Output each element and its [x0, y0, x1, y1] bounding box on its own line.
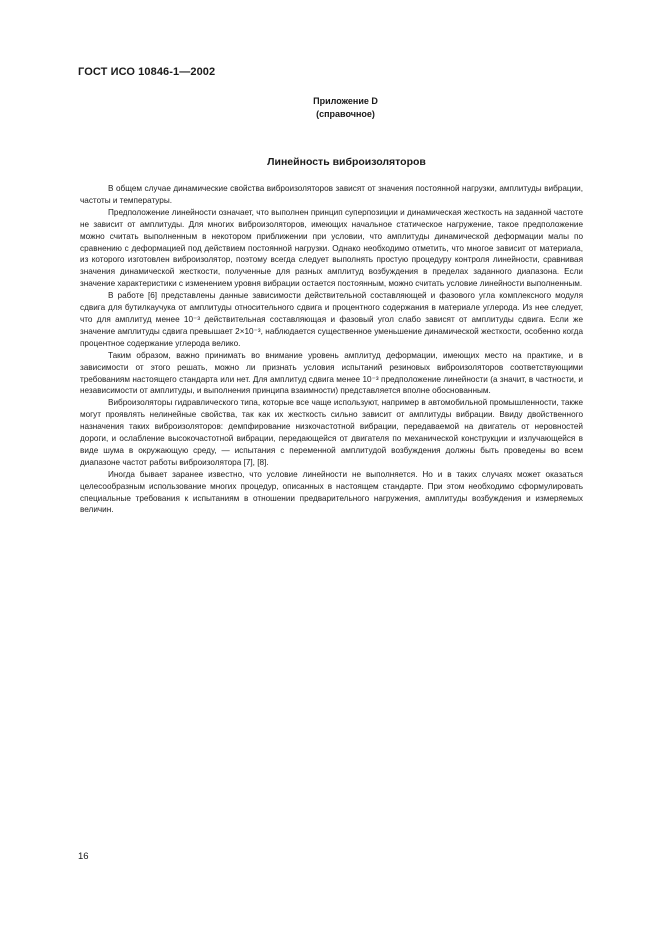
section-title: Линейность виброизоляторов — [267, 156, 426, 168]
paragraph: В общем случае динамические свойства виброизоляторов зависят от значения постоянной нагрузки, амплитуды вибрации, частоты и температуры. — [80, 184, 583, 205]
body-text — [80, 183, 583, 516]
paragraph: Таким образом, важно принимать во внимание уровень амплитуд деформации, имеющих место на практике, и в зависимости от этого решать, можно ли признать условия испытаний резиновых виброизоляторов соответствующими требованиям настоящего стандарта или нет. Для амплитуд сдвига менее 10⁻³ предположение линейности (а значит, в частности, и независимости от амплитуды, и выполнения принципа взаимности) представляется вполне обоснованным. — [80, 350, 583, 396]
appendix-label: Приложение D — [313, 96, 378, 106]
paragraph: Иногда бывает заранее известно, что условие линейности не выполняется. Но и в таких случаях может оказаться целесообразным использование многих процедур, описанных в настоящем стандарте. При этом необходимо сформулировать специальные требования к испытаниям в отношении предварительного нагружения, амплитуды возбуждения и измеряемых величин. — [80, 469, 583, 515]
paragraph: Предположение линейности означает, что выполнен принцип суперпозиции и динамическая жесткость на заданной частоте не зависит от амплитуды. Для многих виброизоляторов, имеющих начальное статическое нагружение, такое предположение можно считать выполненным в некотором приближении при условии, что амплитуды динамической деформации малы по сравнению с деформацией под действием постоянной нагрузки. Однако необходимо отметить, что многое зависит от материала, из которого изготовлен виброизолятор, поэтому всегда следует выполнять простую процедуру контроля линейности, сравнивая значения динамической жесткости, полученные для разных амплитуд возбуждения в пределах заданного диапазона. Если значение характеристики с изменением уровня вибрации остается постоянным, можно считать условие линейности выполненным. — [80, 207, 583, 289]
paragraph: В работе [6] представлены данные зависимости действительной составляющей и фазового угла комплексного модуля сдвига для бутилкаучука от амплитуды относительного сдвига и процентного содержания в материале углерода. Из нее следует, что для амплитуд менее 10⁻³ действительная составляющая и фазовый угол слабо зависят от амплитуды сдвига. Если же значение амплитуды сдвига превышает 2×10⁻³, наблюдается существенное уменьшение динамической жесткости, особенно когда процентное содержание углерода велико. — [80, 291, 583, 348]
appendix-heading — [0, 95, 661, 121]
standard-code: ГОСТ ИСО 10846-1—2002 — [78, 66, 216, 78]
paragraph: Виброизоляторы гидравлического типа, которые все чаще используют, например в автомобильной промышленности, также могут проявлять нелинейные свойства, так как их жесткость сильно зависит от амплитуды вибрации. Ввиду двойственного назначения таких виброизоляторов: демпфирование низкочастотной вибрации, передаваемой на двигатель от неровностей дороги, и ослабление высокочастотной вибрации, передающейся от двигателя по механической конструкции и излучающейся в виде шума в окружающую среду, — испытания с переменной амплитудой возбуждения должны быть проведены во всем диапазоне частот работы виброизолятора [7], [8]. — [80, 398, 583, 467]
page-number: 16 — [78, 851, 89, 862]
appendix-type: (справочное) — [316, 109, 375, 119]
